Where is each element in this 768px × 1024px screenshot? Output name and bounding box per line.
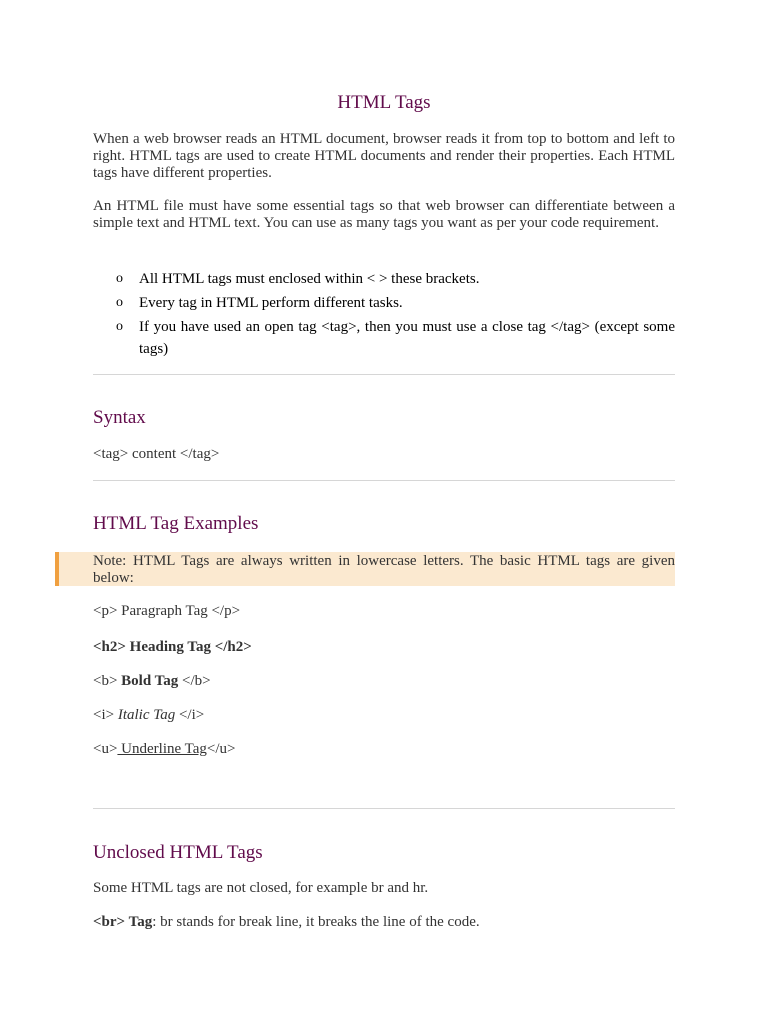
underline-open-tag: <u> bbox=[93, 741, 118, 757]
bullet-marker: o bbox=[116, 295, 123, 310]
bold-close-tag: </b> bbox=[178, 673, 211, 689]
list-item-text: All HTML tags must enclosed within < > these brackets. bbox=[139, 271, 480, 287]
note-callout: Note: HTML Tags are always written in lowercase letters. The basic HTML tags are given below: bbox=[55, 552, 675, 586]
heading-tag-example: <h2> Heading Tag </h2> bbox=[93, 639, 252, 655]
list-item bbox=[93, 268, 675, 290]
examples-heading: HTML Tag Examples bbox=[93, 513, 259, 534]
syntax-example: <tag> content </tag> bbox=[93, 446, 220, 462]
section-divider bbox=[93, 808, 675, 809]
paragraph-tag-example: <p> Paragraph Tag </p> bbox=[93, 603, 241, 619]
underline-sample-text: Underline Tag bbox=[117, 741, 207, 757]
italic-close-tag: </i> bbox=[175, 707, 205, 723]
italic-tag-example bbox=[93, 707, 204, 724]
br-tag-text: : br stands for break line, it breaks the line of the code. bbox=[152, 914, 480, 930]
underline-tag-example bbox=[93, 741, 236, 758]
br-tag-label: <br> Tag bbox=[93, 914, 153, 930]
intro-paragraph-2: An HTML file must have some essential tags so that web browser can differentiate between a simple text and HTML text. You can use as many tags you want as per your code requirement. bbox=[93, 198, 675, 231]
intro-paragraph-1: When a web browser reads an HTML document, browser reads it from top to bottom and left to right. HTML tags are used to create HTML documents and render their properties. Each HTML tags have different properties. bbox=[93, 131, 675, 181]
syntax-heading: Syntax bbox=[93, 407, 146, 428]
list-item bbox=[93, 316, 675, 360]
list-item-text: If you have used an open tag <tag>, then you must use a close tag </tag> (except some tags) bbox=[139, 319, 675, 357]
br-tag-description bbox=[93, 914, 480, 931]
section-divider bbox=[93, 374, 675, 375]
unclosed-description: Some HTML tags are not closed, for example br and hr. bbox=[93, 880, 429, 896]
bold-open-tag: <b> bbox=[93, 673, 122, 689]
section-divider bbox=[93, 480, 675, 481]
list-item bbox=[93, 292, 675, 314]
bold-tag-example bbox=[93, 673, 211, 690]
list-item-text: Every tag in HTML perform different tasks. bbox=[139, 295, 403, 311]
bullet-marker: o bbox=[116, 319, 123, 334]
bullet-marker: o bbox=[116, 271, 123, 286]
bold-sample-text: Bold Tag bbox=[121, 673, 179, 689]
italic-open-tag: <i> bbox=[93, 707, 118, 723]
page-title: HTML Tags bbox=[337, 92, 431, 113]
rules-list bbox=[93, 268, 675, 362]
unclosed-heading: Unclosed HTML Tags bbox=[93, 842, 263, 863]
italic-sample-text: Italic Tag bbox=[117, 707, 176, 723]
underline-close-tag: </u> bbox=[206, 741, 236, 757]
